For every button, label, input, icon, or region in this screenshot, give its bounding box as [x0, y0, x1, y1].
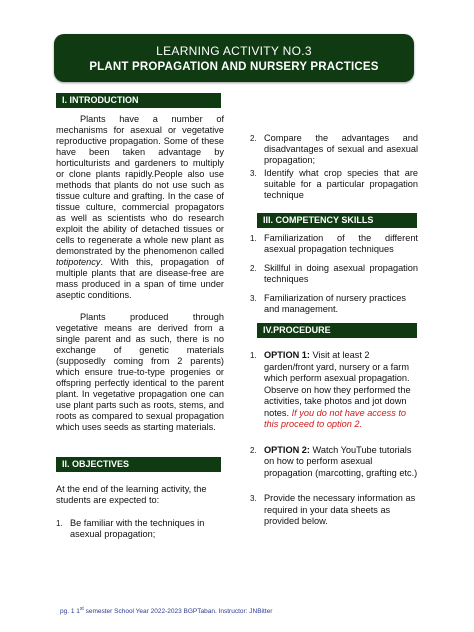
footer-page: pg. 1 1: [60, 608, 80, 616]
option-label: OPTION 1:: [264, 350, 310, 360]
introduction-paragraph-2: Plants produced through vegetative means are derived from a single parent and as such, there is no exchange of genetic materials (supposedly coming from 2 parents) which ensure true-to-type progenies or offspring perfectly identical to the parent plant. In vegetative propagation one can use plant parts such as roots, stems, and roots as compared to sexual propagation which uses seeds as starting materials.: [56, 312, 224, 432]
page-title: PLANT PROPAGATION AND NURSERY PRACTICES: [89, 61, 379, 73]
procedure-header: IV.PROCEDURE: [257, 323, 417, 338]
competency-item: [250, 293, 418, 315]
footer-superscript: st: [79, 606, 84, 612]
objectives-body: [56, 484, 224, 548]
option-description: Watch YouTube tutorials on how to perform asexual propagation (marcotting, grafting etc.): [264, 444, 418, 478]
intro-italic-term: totipotency: [56, 257, 101, 267]
objective-text: Identify what crop species that are suitable for a particular propagation technique: [264, 168, 418, 200]
procedure-text: [264, 350, 418, 431]
competency-header: III. COMPETENCY SKILLS: [257, 213, 417, 228]
competency-number: 3.: [250, 294, 257, 303]
objective-number: 1.: [56, 519, 63, 528]
competency-number: 1.: [250, 234, 257, 243]
procedure-number: 3.: [250, 494, 257, 503]
procedure-number: 2.: [250, 445, 257, 455]
objectives-header: II. OBJECTIVES: [56, 457, 221, 472]
introduction-body: [56, 114, 224, 444]
objectives-intro: At the end of the learning activity, the students are expected to:: [56, 484, 207, 505]
competency-text: Familiarization of the different asexual propagation techniques: [264, 233, 418, 254]
objectives-continued: [250, 133, 418, 209]
option-note: If you do not have access to this proceed to option 2.: [264, 407, 406, 429]
footer-text: semester School Year 2022-2023 BGPTaban. Instructor: JNBitter: [83, 608, 273, 616]
procedure-body: [250, 350, 418, 542]
title-banner: [54, 34, 414, 82]
procedure-number: 1.: [250, 351, 257, 360]
competency-text: Skillful in doing asexual propagation techniques: [264, 263, 418, 284]
page-footer: [60, 606, 272, 615]
activity-number: LEARNING ACTIVITY NO.3: [156, 44, 312, 58]
objective-text: Compare the advantages and disadvantages of sexual and asexual propagation;: [264, 133, 418, 165]
competency-number: 2.: [250, 264, 257, 273]
competency-text: Familiarization of nursery practices and management.: [264, 293, 406, 314]
objective-item: [250, 168, 418, 201]
introduction-paragraph-1: [56, 114, 224, 301]
objective-number: 3.: [250, 169, 257, 178]
objective-text: Be familiar with the techniques in asexual propagation;: [70, 518, 205, 539]
intro-text-a: Plants have a number of mechanisms for asexual or vegetative reproductive propagation. Some of these have been taken advantage by horticulturists and gardeners to multiply or clone plants rapidly.People also use methods that plants do not use such as tissue culture and grafting. In the case of tissue culture, commercial propagators as well as scientists who do research exploit the ability of detached tissues or cells to regenerate a whole new plant as demonstrated by the phenomenon called: [56, 114, 224, 256]
competency-item: [250, 233, 418, 255]
procedure-item: [250, 445, 418, 480]
introduction-header: I. INTRODUCTION: [56, 93, 221, 108]
objective-item: [56, 518, 224, 540]
option-label: OPTION 2:: [264, 444, 310, 455]
procedure-item: [250, 493, 418, 528]
intro-text-b: . With this, propagation of multiple plants that are disease-free are mass produced in a span of time under aseptic conditions.: [56, 257, 224, 300]
objective-number: 2.: [250, 134, 257, 143]
procedure-text: [264, 445, 418, 480]
procedure-item: [250, 350, 418, 431]
competency-item: [250, 263, 418, 285]
competency-body: [250, 233, 418, 323]
objective-item: [250, 133, 418, 166]
option-description: Visit at least 2 garden/front yard, nursery or a farm which perform asexual propagation. Observe on how they performed the activities, take photos and jot down notes.: [264, 350, 411, 418]
procedure-text: Provide the necessary information as required in your data sheets as provided below.: [264, 493, 416, 526]
